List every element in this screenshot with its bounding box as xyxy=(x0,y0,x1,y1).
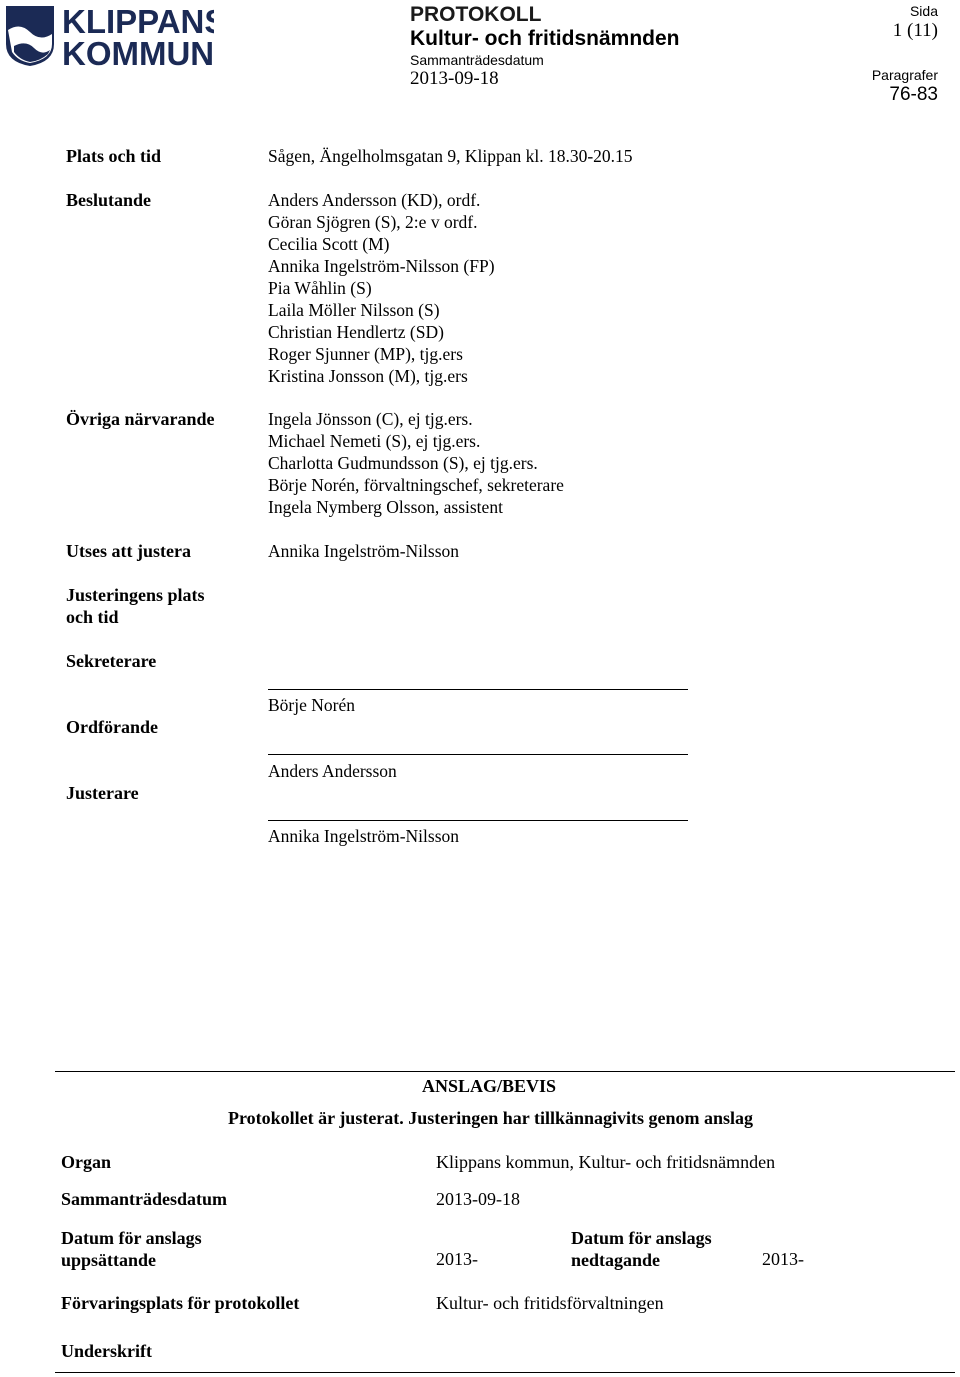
list-item: Christian Hendlertz (SD) xyxy=(268,322,444,342)
list-item: Ingela Jönsson (C), ej tjg.ers. xyxy=(268,409,473,429)
anslag-bottom-divider xyxy=(55,1372,955,1373)
list-item: Cecilia Scott (M) xyxy=(268,234,390,254)
adjuster-name: Annika Ingelström-Nilsson xyxy=(268,826,460,846)
document-title: PROTOKOLL xyxy=(410,3,542,26)
anslag-date-label: Sammanträdesdatum xyxy=(61,1189,228,1209)
list-item: Charlotta Gudmundsson (S), ej tjg.ers. xyxy=(268,453,538,473)
page-number: 1 (11) xyxy=(892,20,938,41)
removed-date-label xyxy=(571,1227,712,1271)
anslag-top-divider xyxy=(55,1071,955,1072)
list-item: Kristina Jonsson (M), tjg.ers xyxy=(268,366,468,386)
paragraphs-value: 76-83 xyxy=(889,84,938,105)
adjuster-label: Justerare xyxy=(66,783,139,803)
decision-members-list xyxy=(268,189,495,387)
organ-label: Organ xyxy=(61,1152,112,1172)
adjuster-appointed-value: Annika Ingelström-Nilsson xyxy=(268,541,460,561)
klippans-kommun-logo xyxy=(4,4,214,68)
meeting-date-label: Sammanträdesdatum xyxy=(410,52,544,68)
removed-date-label-line1: Datum för anslags xyxy=(571,1228,712,1248)
posted-date-label-line1: Datum för anslags xyxy=(61,1228,202,1248)
posted-date-label-line2: uppsättande xyxy=(61,1250,157,1270)
list-item: Göran Sjögren (S), 2:e v ordf. xyxy=(268,212,478,232)
others-present-label: Övriga närvarande xyxy=(66,409,215,429)
list-item: Roger Sjunner (MP), tjg.ers xyxy=(268,344,463,364)
others-present-list xyxy=(268,408,564,518)
anslag-date-value: 2013-09-18 xyxy=(436,1189,520,1209)
list-item: Laila Möller Nilsson (S) xyxy=(268,300,440,320)
removed-date-label-line2: nedtagande xyxy=(571,1250,661,1270)
page-label: Sida xyxy=(909,3,938,19)
klippan-coat-of-arms-icon xyxy=(4,4,214,68)
chair-label: Ordförande xyxy=(66,717,158,737)
meeting-date: 2013-09-18 xyxy=(410,68,499,89)
adjuster-appointed-label: Utses att justera xyxy=(66,541,191,561)
list-item: Anders Andersson (KD), ordf. xyxy=(268,190,481,210)
chair-signature-line xyxy=(268,754,688,755)
list-item: Pia Wåhlin (S) xyxy=(268,278,372,298)
storage-value: Kultur- och fritidsförvaltningen xyxy=(436,1293,664,1313)
adjust-place-label-line2: och tid xyxy=(66,607,119,627)
adjust-place-label-line1: Justeringens plats xyxy=(66,585,205,605)
place-label: Plats och tid xyxy=(66,146,162,166)
posted-date-label xyxy=(61,1227,202,1271)
logo-text-line2: KOMMUN xyxy=(62,35,214,68)
organ-value: Klippans kommun, Kultur- och fritidsnämnden xyxy=(436,1152,776,1172)
list-item: Börje Norén, förvaltningschef, sekreterare xyxy=(268,475,564,495)
adjuster-signature-line xyxy=(268,820,688,821)
chair-name: Anders Andersson xyxy=(268,761,397,781)
decision-label: Beslutande xyxy=(66,190,152,210)
secretary-signature-line xyxy=(268,689,688,690)
adjust-place-label xyxy=(66,584,205,628)
committee-name: Kultur- och fritidsnämnden xyxy=(410,27,680,50)
storage-label: Förvaringsplats för protokollet xyxy=(61,1293,300,1313)
anslag-subheading: Protokollet är justerat. Justeringen har tillkännagivits genom anslag xyxy=(228,1108,754,1128)
paragraphs-label: Paragrafer xyxy=(871,67,938,83)
secretary-name: Börje Norén xyxy=(268,695,355,715)
posted-date-value: 2013- xyxy=(436,1249,478,1269)
secretary-label: Sekreterare xyxy=(66,651,157,671)
anslag-heading: ANSLAG/BEVIS xyxy=(421,1076,557,1096)
list-item: Ingela Nymberg Olsson, assistent xyxy=(268,497,503,517)
removed-date-value: 2013- xyxy=(762,1249,804,1269)
logo-text-line1: KLIPPANS xyxy=(62,4,214,40)
place-value: Sågen, Ängelholmsgatan 9, Klippan kl. 18.30-20.15 xyxy=(268,146,633,166)
list-item: Annika Ingelström-Nilsson (FP) xyxy=(268,256,495,276)
list-item: Michael Nemeti (S), ej tjg.ers. xyxy=(268,431,481,451)
signature-label: Underskrift xyxy=(61,1341,152,1361)
